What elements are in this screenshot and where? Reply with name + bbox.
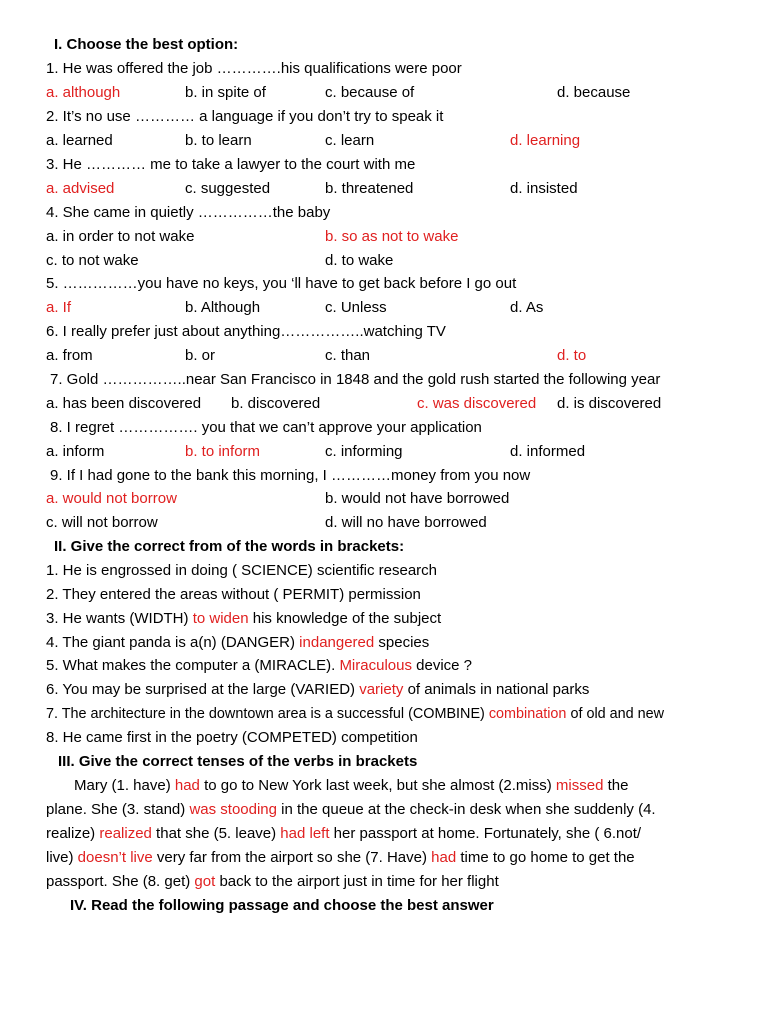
option-b: b. or bbox=[185, 347, 216, 364]
question-8-options bbox=[0, 440, 768, 464]
passage-line-4: live) doesn’t live very far from the airport so she (7. Have) had time to go home to get the bbox=[46, 849, 635, 866]
answer: to widen bbox=[192, 610, 249, 627]
option-b: b. discovered bbox=[231, 395, 321, 412]
question-3-options bbox=[0, 177, 768, 201]
answer: realized bbox=[99, 825, 152, 842]
option-c: c. than bbox=[325, 347, 371, 364]
passage-line-3: realize) realized that she (5. leave) had left her passport at home. Fortunately, she ( 6.not/ bbox=[46, 825, 642, 842]
answer: got bbox=[194, 873, 216, 890]
answer: was stooding bbox=[189, 801, 277, 818]
word-form-item-8: 8. He came first in the poetry (COMPETED) competition bbox=[46, 729, 418, 746]
option-a: a. although bbox=[46, 84, 121, 101]
option-d: d. because bbox=[557, 84, 631, 101]
word-form-item-2: 2. They entered the areas without ( PERMIT) permission bbox=[46, 586, 421, 603]
answer: had left bbox=[280, 825, 330, 842]
option-c: c. informing bbox=[325, 443, 403, 460]
option-d: d. to wake bbox=[325, 252, 394, 269]
option-a: a. inform bbox=[46, 443, 105, 460]
passage-line-5: passport. She (8. get) got back to the airport just in time for her flight bbox=[46, 873, 499, 890]
option-b: b. would not have borrowed bbox=[325, 490, 510, 507]
answer: Miraculous bbox=[339, 657, 412, 674]
answer: had bbox=[431, 849, 457, 866]
question-8: 8. I regret ……………. you that we can’t approve your application bbox=[50, 419, 482, 436]
question-4: 4. She came in quietly ……………the baby bbox=[46, 204, 331, 221]
option-a: a. advised bbox=[46, 180, 115, 197]
option-c: c. learn bbox=[325, 132, 375, 149]
option-d: d. As bbox=[510, 299, 544, 316]
question-1-options bbox=[0, 81, 768, 105]
word-form-item-3: 3. He wants (WIDTH) to widen his knowledge of the subject bbox=[46, 610, 442, 627]
word-form-item-6: 6. You may be surprised at the large (VARIED) variety of animals in national parks bbox=[46, 681, 590, 698]
option-a: a. learned bbox=[46, 132, 113, 149]
option-b: b. to inform bbox=[185, 443, 261, 460]
option-d: d. insisted bbox=[510, 180, 578, 197]
option-a: a. would not borrow bbox=[46, 490, 177, 507]
question-4-options-row-2 bbox=[0, 249, 768, 273]
passage-line-2: plane. She (3. stand) was stooding in the queue at the check-in desk when she suddenly (4. bbox=[46, 801, 656, 818]
word-form-item-5: 5. What makes the computer a (MIRACLE). Miraculous device ? bbox=[46, 657, 473, 674]
question-2-options bbox=[0, 129, 768, 153]
option-d: d. informed bbox=[510, 443, 586, 460]
question-7: 7. Gold ……………..near San Francisco in 1848 and the gold rush started the following year bbox=[50, 371, 661, 388]
option-c: c. suggested bbox=[185, 180, 271, 197]
question-1: 1. He was offered the job ………….his qualifications were poor bbox=[46, 60, 462, 77]
option-b: b. so as not to wake bbox=[325, 228, 459, 245]
section-2-heading: II. Give the correct from of the words in brackets: bbox=[54, 538, 405, 555]
question-4-options-row-1 bbox=[0, 225, 768, 249]
question-5-options bbox=[0, 296, 768, 320]
option-c: c. was discovered bbox=[417, 395, 537, 412]
question-2: 2. It’s no use ………… a language if you don’t try to speak it bbox=[46, 108, 444, 125]
word-form-item-1: 1. He is engrossed in doing ( SCIENCE) scientific research bbox=[46, 562, 437, 579]
question-9-options-row-2 bbox=[0, 511, 768, 535]
option-a: a. If bbox=[46, 299, 72, 316]
option-b: b. Although bbox=[185, 299, 261, 316]
section-1-heading: I. Choose the best option: bbox=[54, 36, 239, 53]
answer: had bbox=[174, 777, 200, 794]
section-4-heading: IV. Read the following passage and choose the best answer bbox=[70, 897, 494, 914]
word-form-item-4: 4. The giant panda is a(n) (DANGER) indangered species bbox=[46, 634, 430, 651]
option-c: c. to not wake bbox=[46, 252, 139, 269]
option-d: d. is discovered bbox=[557, 395, 662, 412]
word-form-item-7: 7. The architecture in the downtown area is a successful (COMBINE) combination of old and new bbox=[46, 706, 665, 722]
answer: combination bbox=[488, 706, 567, 722]
option-d: d. learning bbox=[510, 132, 581, 149]
option-b: b. in spite of bbox=[185, 84, 266, 101]
section-3-heading: III. Give the correct tenses of the verbs in brackets bbox=[58, 753, 418, 770]
answer: doesn’t live bbox=[77, 849, 153, 866]
option-b: b. to learn bbox=[185, 132, 252, 149]
answer: missed bbox=[555, 777, 604, 794]
option-d: d. will no have borrowed bbox=[325, 514, 487, 531]
answer: indangered bbox=[299, 634, 375, 651]
passage-line-1: Mary (1. have) had to go to New York last week, but she almost (2.miss) missed the bbox=[74, 777, 629, 794]
question-7-options bbox=[0, 392, 768, 416]
option-a: a. has been discovered bbox=[46, 395, 202, 412]
answer: variety bbox=[359, 681, 404, 698]
question-9-options-row-1 bbox=[0, 487, 768, 511]
question-6: 6. I really prefer just about anything……………..watching TV bbox=[46, 323, 446, 340]
option-d: d. to bbox=[557, 347, 587, 364]
question-3: 3. He ………… me to take a lawyer to the court with me bbox=[46, 156, 416, 173]
option-c: c. will not borrow bbox=[46, 514, 158, 531]
option-b: b. threatened bbox=[325, 180, 414, 197]
option-c: c. Unless bbox=[325, 299, 387, 316]
question-6-options bbox=[0, 344, 768, 368]
question-5: 5. ……………you have no keys, you ‘ll have to get back before I go out bbox=[46, 275, 517, 292]
option-c: c. because of bbox=[325, 84, 415, 101]
option-a: a. from bbox=[46, 347, 93, 364]
question-9: 9. If I had gone to the bank this morning, I …………money from you now bbox=[50, 467, 531, 484]
option-a: a. in order to not wake bbox=[46, 228, 195, 245]
